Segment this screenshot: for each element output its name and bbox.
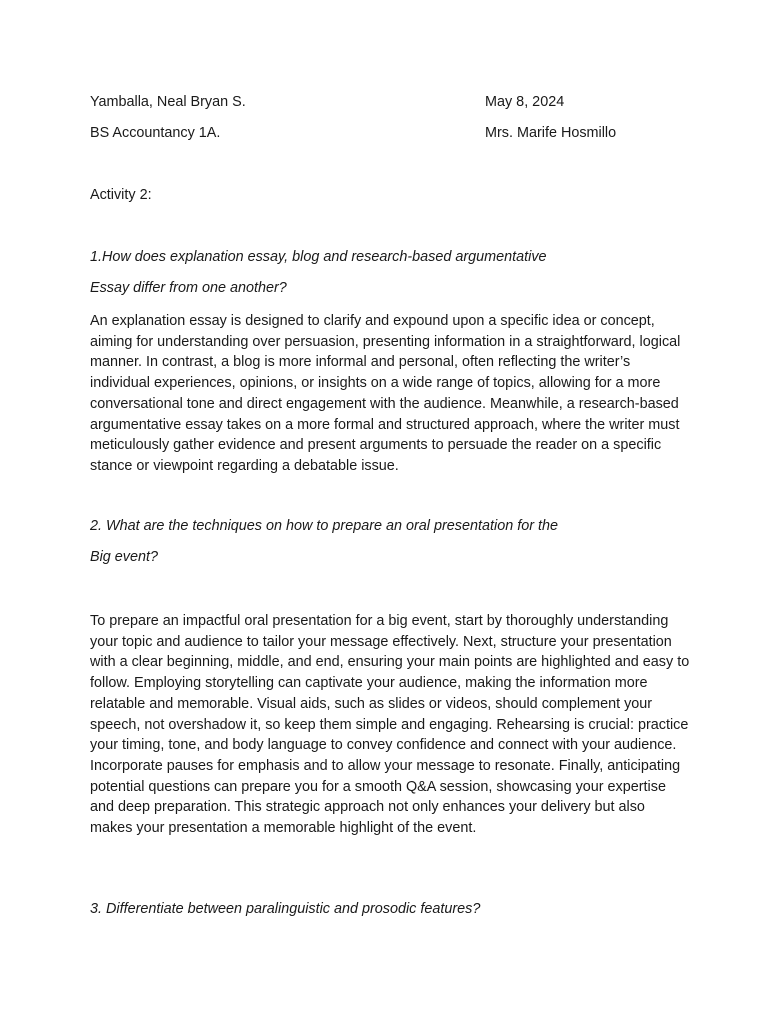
question-1-line-2: Essay differ from one another? — [90, 280, 287, 296]
activity-title: Activity 2: — [90, 187, 152, 203]
date: May 8, 2024 — [485, 94, 565, 110]
question-3: 3. Differentiate between paralinguistic and prosodic features? — [90, 901, 481, 917]
answer-1: An explanation essay is designed to clarify and expound upon a specific idea or concept, aiming for understanding over persuasion, presenting information in a straightforward, logical manner. In contrast, a blog is more informal and personal, often reflecting the writer’s individual experiences, opinions, or insights on a wide range of topics, allowing for a more conversational tone and direct engagement with the audience. Meanwhile, a research-based argumentative essay takes on a more formal and structured approach, where the writer must meticulously gather evidence and present arguments to persuade the reader on a specific stance or viewpoint regarding a debatable issue. — [90, 313, 681, 474]
question-2-line-1: 2. What are the techniques on how to prepare an oral presentation for the — [90, 518, 558, 534]
student-name: Yamballa, Neal Bryan S. — [90, 94, 246, 110]
program: BS Accountancy 1A. — [90, 125, 221, 141]
question-2-line-2: Big event? — [90, 549, 159, 565]
answer-2: To prepare an impactful oral presentation for a big event, start by thoroughly understanding your topic and audience to tailor your message effectively. Next, structure your presentation with a clear beginning, middle, and end, ensuring your main points are highlighted and easy to follow. Employing storytelling can captivate your audience, making the information more relatable and memorable. Visual aids, such as slides or videos, should complement your speech, not overshadow it, so keep them simple and engaging. Rehearsing is crucial: practice your timing, tone, and body language to convey confidence and connect with your audience. Incorporate pauses for emphasis and to allow your message to resonate. Finally, anticipating potential questions can prepare you for a smooth Q&A session, showcasing your expertise and deep preparation. This strategic approach not only enhances your delivery but also makes your presentation a memorable highlight of the event. — [90, 613, 690, 837]
question-1-line-1: 1.How does explanation essay, blog and research-based argumentative — [90, 249, 547, 265]
instructor: Mrs. Marife Hosmillo — [485, 125, 617, 141]
